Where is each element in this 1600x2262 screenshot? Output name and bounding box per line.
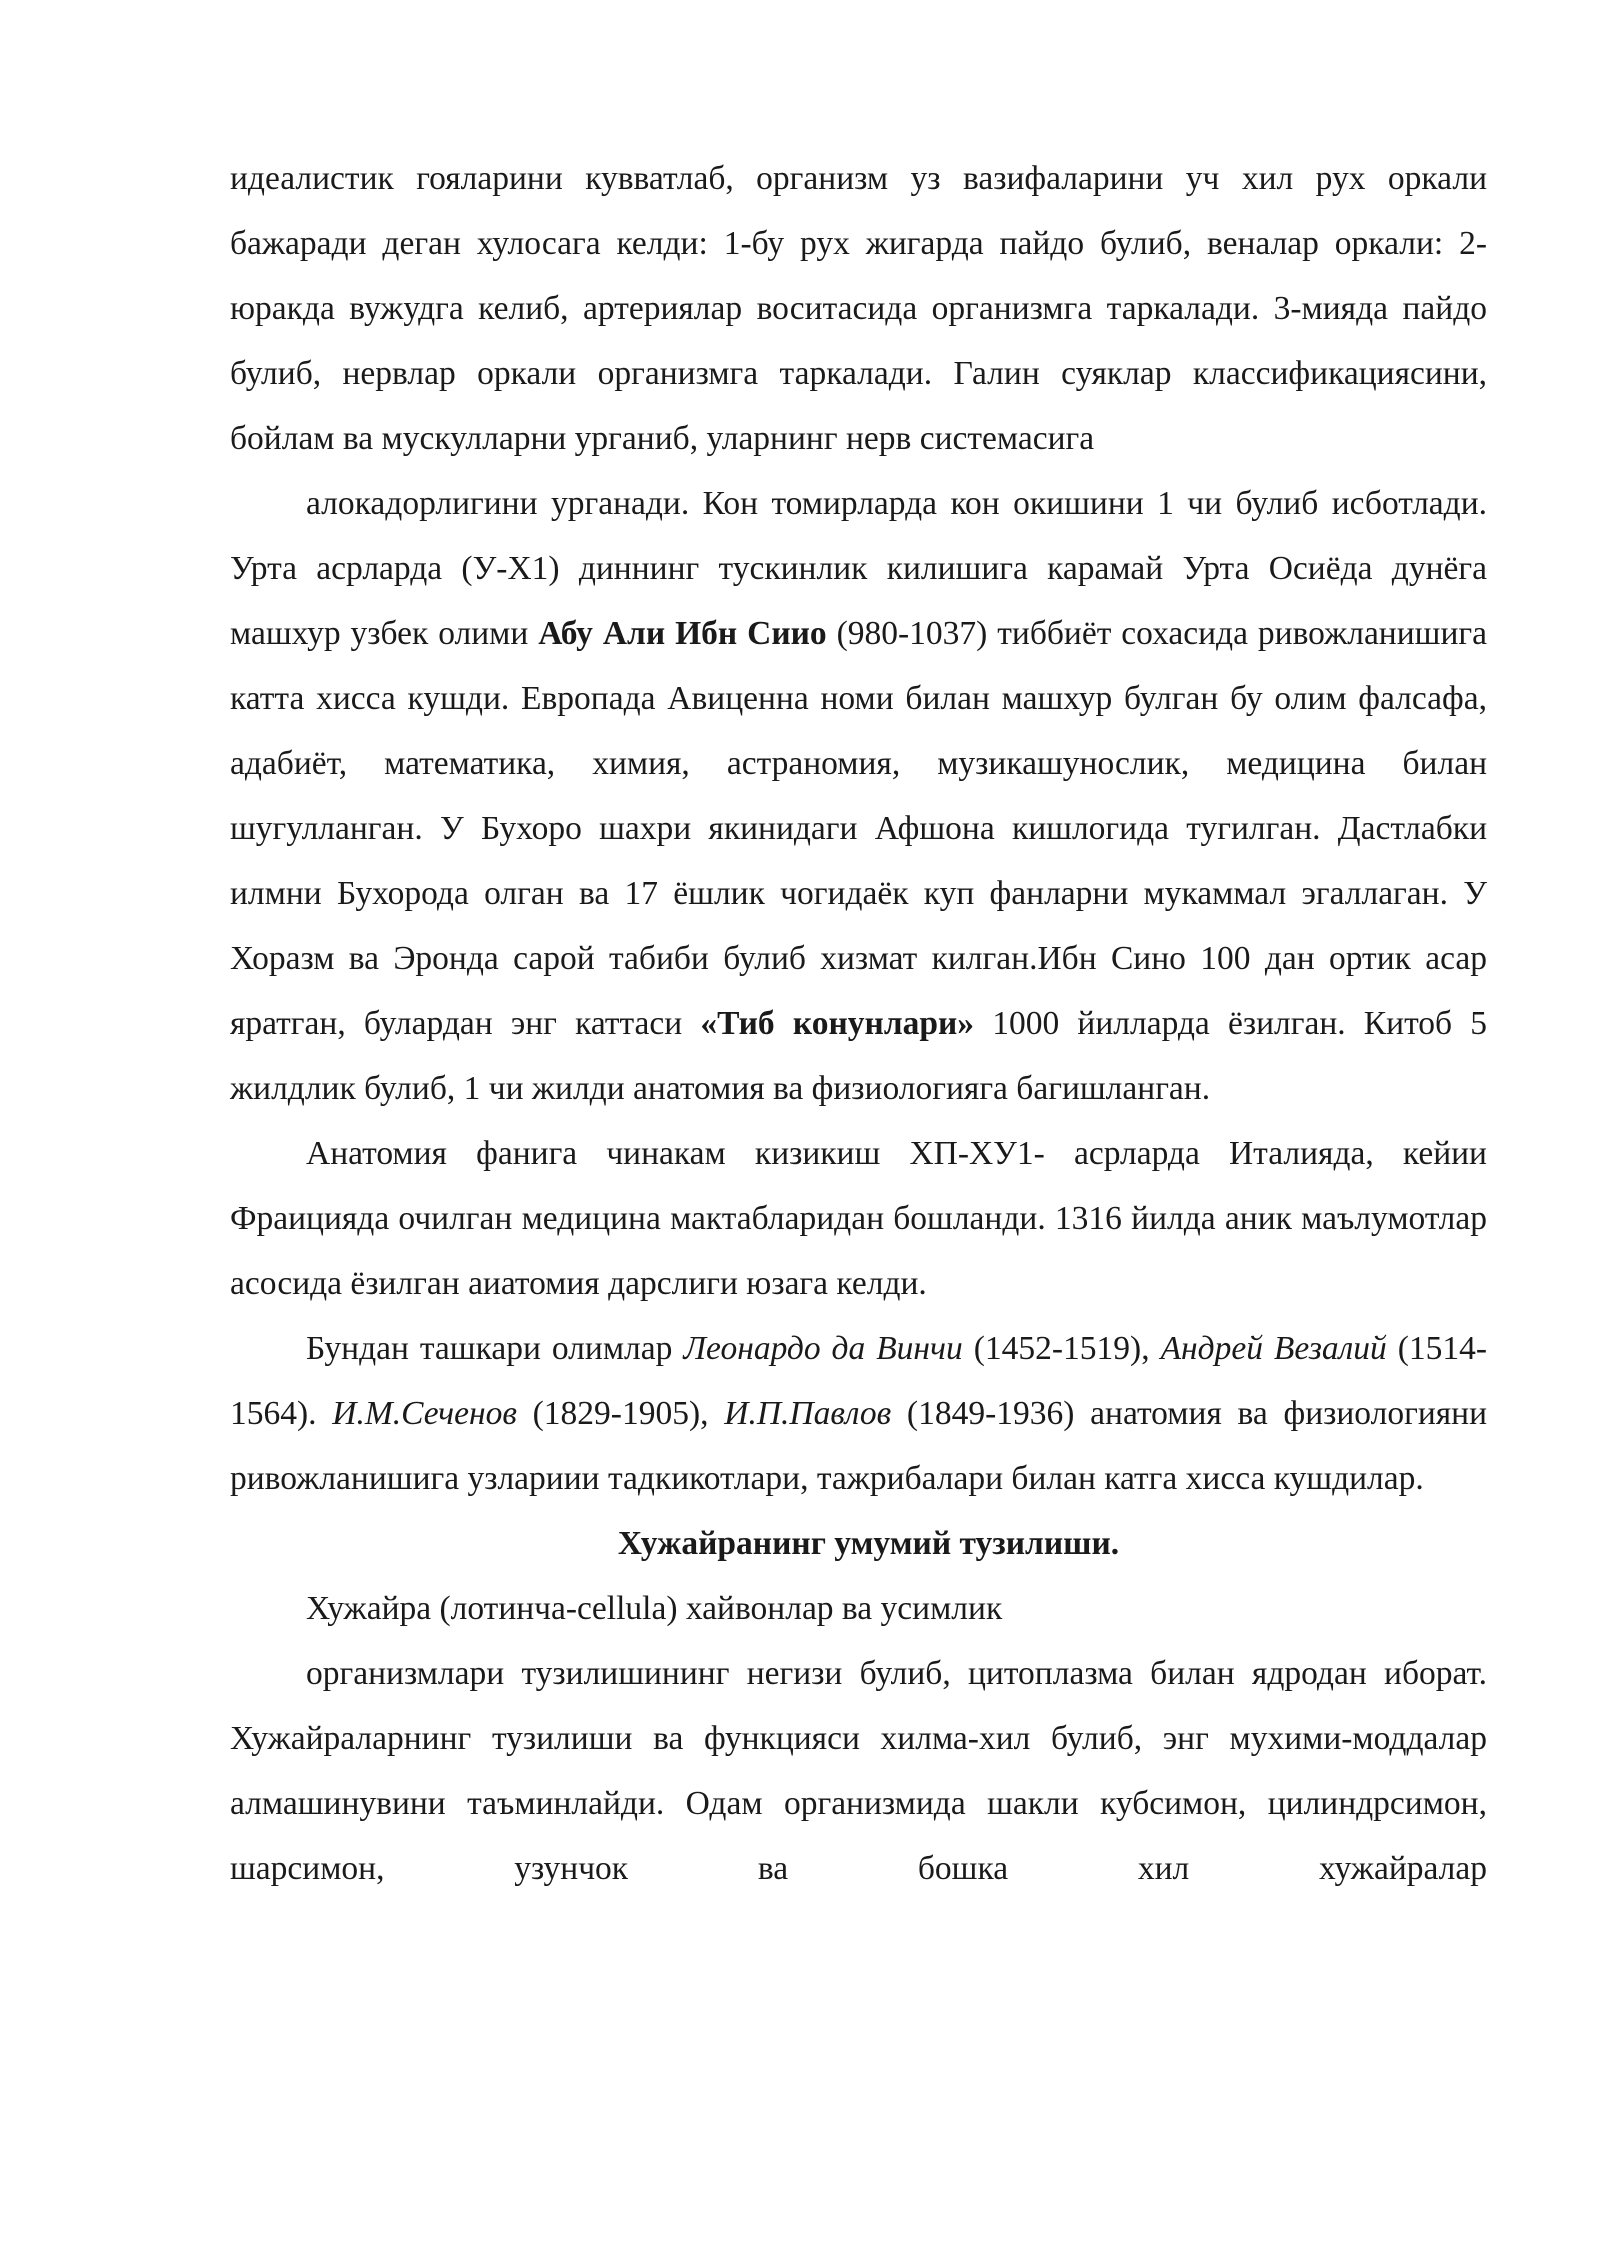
paragraph-4 [230, 1316, 1487, 1511]
paragraph-4-text-2: (1452-1519), [962, 1330, 1161, 1367]
paragraph-2 [230, 471, 1487, 1121]
paragraph-4-text-3: (1514-1564). [230, 1330, 1488, 1432]
paragraph-4-text-5: (1849-1936) анатомия ва физиологияни ривожланишига узлариии тадкикотлари, тажрибалари билан катга хисса кушдилар. [230, 1395, 1488, 1497]
book-title-bold: «Тиб конунлари» [700, 1005, 975, 1042]
paragraph-6: организмлари тузилишининг негизи булиб, цитоплазма билан ядродан иборат. Хужайраларнинг тузилиши ва функцияси хилма-хил булиб, энг мухими-моддалар алмашинувини таъминлайди. Одам организмида шакли кубсимон, цилиндрсимон, шарсимон, узунчок ва бошка хил хужайралар [230, 1655, 1487, 1887]
paragraph-4-text-4: (1829-1905), [516, 1395, 725, 1432]
paragraph-2-text-3: 1000 йилларда ёзилган. Китоб 5 жилдлик булиб, 1 чи жилди анатомия ва физиологияга багишланган. [230, 1005, 1487, 1107]
author-name-bold: Абу Али Ибн Сиио [538, 615, 827, 652]
scientist-name-4: И.П.Павлов [724, 1395, 892, 1432]
scientist-name-2: Андрей Везалий [1160, 1330, 1387, 1367]
paragraph-4-text-1: Бундан ташкари олимлар [306, 1330, 684, 1367]
paragraph-3: Анатомия фанига чинакам кизикиш ХП-ХУ1- асрларда Италияда, кейии Фраицияда очилган медицина мактабларидан бошланди. 1316 йилда аник маълумотлар асосида ёзилган аиатомия дарслиги юзага келди. [230, 1135, 1487, 1302]
scientist-name-1: Леонардо да Винчи [683, 1330, 963, 1367]
scientist-name-3: И.М.Сеченов [332, 1395, 517, 1432]
paragraph-2-text-1: алокадорлигини урганади. Кон томирларда кон окишини 1 чи булиб исботлади. Урта асрларда (У-Х1) диннинг тускинлик килишига карамай Урта Осиёда дунёга машхур узбек олими [230, 485, 1487, 652]
paragraph-5: Хужайра (лотинча-cellula) хайвонлар ва усимлик [306, 1590, 1003, 1627]
paragraph-1: идеалистик гояларини кувватлаб, организм уз вазифаларини уч хил рух оркали бажаради деган хулосага келди: 1-бу рух жигарда пайдо булиб, веналар оркали: 2-юракда вужудга келиб, артериялар воситасида организмга таркалади. 3-мияда пайдо булиб, нервлар оркали организмга таркалади. Галин суяклар классификациясини, бойлам ва мускулларни урганиб, уларнинг нерв системасига [230, 160, 1487, 457]
paragraph-2-text-2: (980-1037) тиббиёт сохасида ривожланишига катта хисса кушди. Европада Авиценна номи билан машхур булган бу олим фалсафа, адабиёт, математика, химия, астраномия, музикашунослик, медицина билан шугулланган. У Бухоро шахри якинидаги Афшона кишлогида тугилган. Дастлабки илмни Бухорода олган ва 17 ёшлик чогидаёк куп фанларни мукаммал эгаллаган. У Хоразм ва Эронда сарой табиби булиб хизмат килган.Ибн Сино 100 дан ортик асар яратган, булардан энг каттаси [230, 615, 1487, 1042]
section-heading: Хужайранинг умумий тузилиши. [617, 1525, 1120, 1562]
